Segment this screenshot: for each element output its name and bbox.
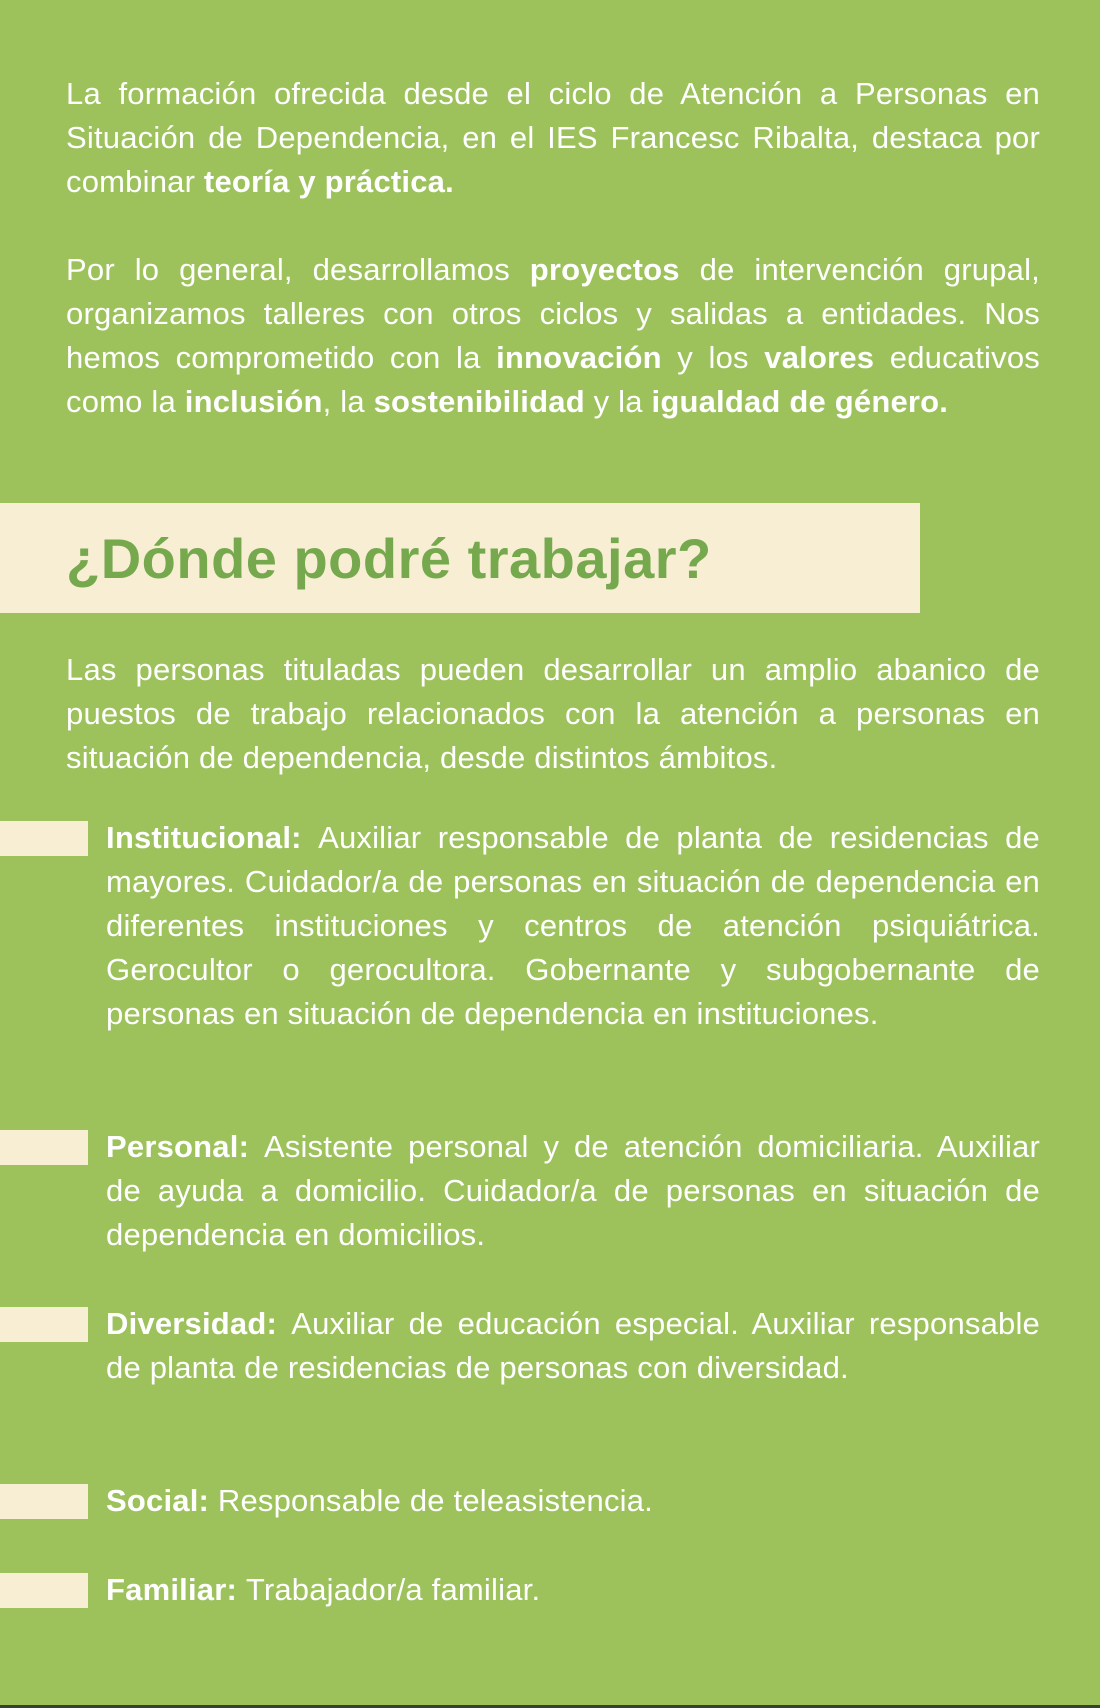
text-run-bold: valores xyxy=(764,340,875,375)
text-run-bold: teoría y práctica. xyxy=(203,164,454,199)
text-run-bold: igualdad de género. xyxy=(651,384,949,419)
section-label: Familiar: xyxy=(106,1572,246,1607)
section-marker xyxy=(0,1130,88,1165)
lead-paragraph: Las personas tituladas pueden desarrollar un amplio abanico de puestos de trabajo relacionados con la atención a personas en situación de dependencia, desde distintos ámbitos. xyxy=(66,652,1040,775)
text-run: , la xyxy=(322,384,374,419)
intro-paragraph-2 xyxy=(66,248,1040,468)
job-section-institucional xyxy=(0,816,1100,1080)
section-text xyxy=(106,1568,1040,1612)
section-marker xyxy=(0,1484,88,1519)
section-description: Auxiliar responsable de planta de residencias de mayores. Cuidador/a de personas en situación de dependencia en diferentes instituciones y centros de atención psiquiátrica. Gerocultor o gerocultora. Gobernante y subgobernante de personas en situación de dependencia en instituciones. xyxy=(106,820,1040,1031)
text-run: educativos como la xyxy=(66,340,1040,419)
text-run-bold: inclusión xyxy=(184,384,323,419)
job-section-diversidad xyxy=(0,1302,1100,1434)
job-section-personal xyxy=(0,1125,1100,1257)
text-run: y los xyxy=(661,340,765,375)
section-text xyxy=(106,816,1040,1080)
section-description: Asistente personal y de atención domiciliaria. Auxiliar de ayuda a domicilio. Cuidador/a de personas en situación de dependencia en domicilios. xyxy=(106,1129,1040,1252)
job-section-familiar xyxy=(0,1568,1100,1612)
section-description: Responsable de teleasistencia. xyxy=(217,1483,653,1518)
section-text xyxy=(106,1302,1040,1434)
section-marker xyxy=(0,1307,88,1342)
job-section-social xyxy=(0,1479,1100,1523)
section-text xyxy=(106,1125,1040,1257)
section-description: Auxiliar de educación especial. Auxiliar responsable de planta de residencias de personas con diversidad. xyxy=(106,1306,1040,1385)
text-run: La formación ofrecida desde el ciclo de Atención a Personas en Situación de Dependencia, en el IES Francesc Ribalta, destaca por combinar xyxy=(66,76,1040,199)
heading-banner xyxy=(0,503,920,613)
section-label: Institucional: xyxy=(106,820,319,855)
section-label: Personal: xyxy=(106,1129,264,1164)
text-run-bold: innovación xyxy=(496,340,662,375)
text-run: Por lo general, desarrollamos xyxy=(66,252,530,287)
page-title: ¿Dónde podré trabajar? xyxy=(66,526,712,590)
section-description: Trabajador/a familiar. xyxy=(245,1572,541,1607)
section-label: Social: xyxy=(106,1483,218,1518)
section-marker xyxy=(0,821,88,856)
intro-paragraph-1 xyxy=(66,72,1040,204)
section-text xyxy=(106,1479,1040,1523)
section-label: Diversidad: xyxy=(106,1306,292,1341)
section-marker xyxy=(0,1573,88,1608)
text-run: y la xyxy=(584,384,652,419)
text-run-bold: proyectos xyxy=(529,252,680,287)
text-run: de intervención grupal, organizamos talleres con otros ciclos y salidas a entidades. Nos hemos comprometido con la xyxy=(66,252,1040,375)
text-run-bold: sostenibilidad xyxy=(373,384,585,419)
